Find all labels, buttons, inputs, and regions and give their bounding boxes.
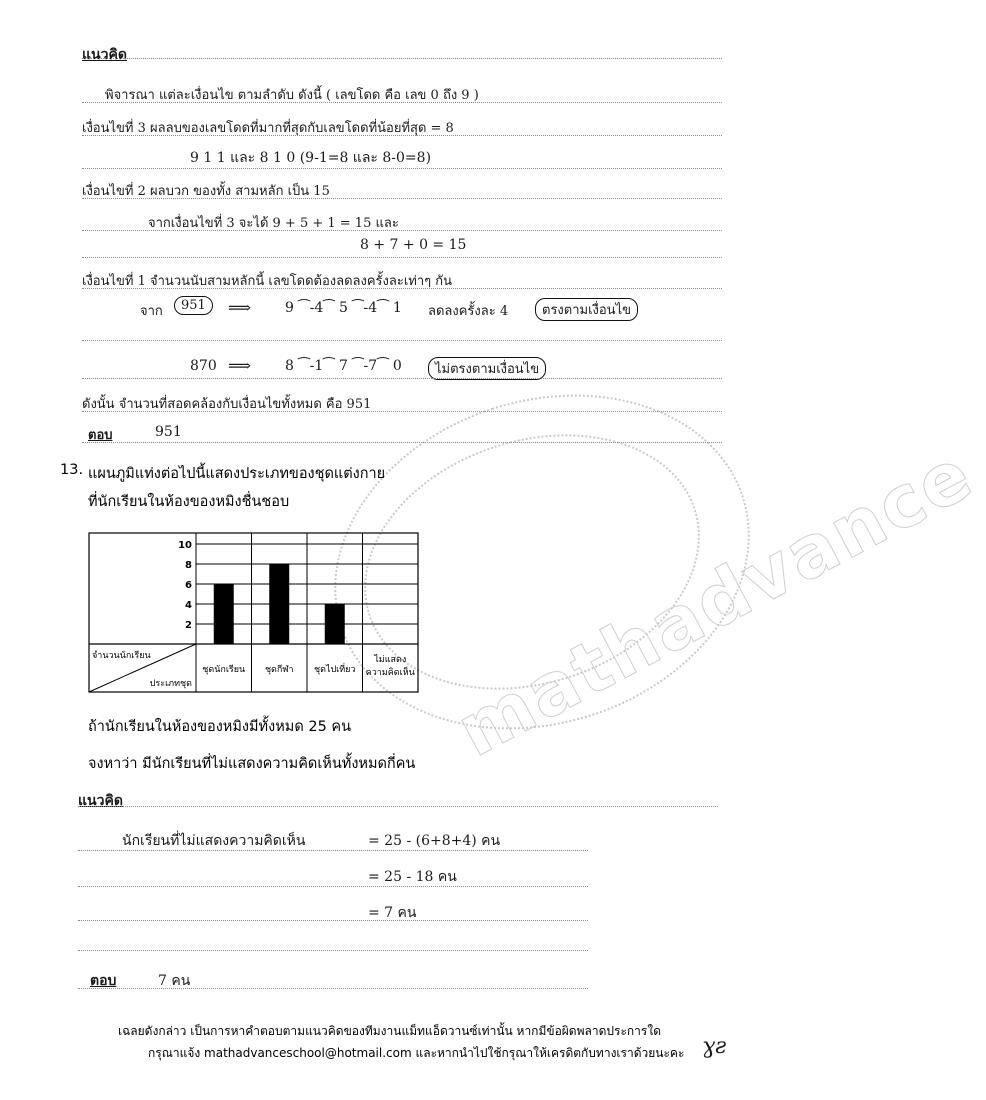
condition-3-example: 9 1 1 และ 8 1 0 (9-1=8 และ 8-0=8) [190, 150, 432, 166]
circled-number-951: 951 [174, 296, 213, 315]
condition-2: เงื่อนไขที่ 2 ผลบวก ของทั้ง สามหลัก เป็น 15 [82, 184, 330, 199]
signature-mark: ɣƨ [702, 1034, 727, 1059]
approach-heading: แนวคิด [82, 47, 127, 63]
answer-value: 951 [155, 424, 182, 440]
rule-line [78, 988, 588, 989]
rule-line [78, 920, 588, 921]
from-word: จาก [140, 304, 163, 319]
rule-line [82, 257, 722, 258]
y-tick-label: 6 [185, 580, 192, 591]
condition-2-b: 8 + 7 + 0 = 15 [360, 237, 467, 253]
bar [269, 564, 289, 644]
rule-line [82, 168, 722, 169]
corner-bottom-label: ประเภทชุด [149, 679, 192, 689]
rule-line [82, 58, 722, 59]
implies-arrow-icon: ⟹ [228, 298, 251, 317]
fails-condition-badge: ไม่ตรงตามเงื่อนไข [428, 357, 546, 380]
y-tick-label: 4 [185, 600, 192, 611]
condition-1: เงื่อนไขที่ 1 จำนวนนับสามหลักนี้ เลขโดดต้องลดลงครั้งละเท่าๆ กัน [82, 274, 453, 289]
y-tick-label: 8 [185, 560, 192, 571]
solution-line-1-value: = 25 - (6+8+4) คน [368, 833, 501, 849]
number-870: 870 [190, 358, 217, 374]
solution-line-2-value: = 25 - 18 คน [368, 869, 457, 885]
rule-line [78, 886, 588, 887]
watermark-logo-text: mathadvance [443, 431, 986, 773]
category-label: ชุดกีฬา [264, 665, 294, 675]
condition-3: เงื่อนไขที่ 3 ผลลบของเลขโดดที่มากที่สุดกับเลขโดดที่น้อยที่สุด = 8 [82, 121, 454, 136]
question-text-2: ที่นักเรียนในห้องของหมิงชื่นชอบ [88, 494, 290, 510]
category-label: ไม่แสดง [374, 655, 407, 665]
sequence-951: 9 ⁀-4⁀ 5 ⁀-4⁀ 1 [285, 300, 402, 316]
rule-line [82, 198, 722, 199]
rule-line [78, 806, 718, 807]
rule-line [82, 378, 722, 379]
rule-line [82, 102, 722, 103]
corner-top-label: จำนวนนักเรียน [92, 651, 151, 661]
rule-line [82, 340, 722, 341]
question-text-4: จงหาว่า มีนักเรียนที่ไม่แสดงความคิดเห็นทั้งหมดกี่คน [88, 756, 416, 772]
category-label: ความคิดเห็น [365, 668, 415, 678]
rule-line [82, 135, 722, 136]
y-tick-label: 2 [185, 620, 192, 631]
category-label: ชุดนักเรียน [202, 665, 246, 675]
sequence-951-note: ลดลงครั้งละ 4 [428, 304, 509, 319]
question-text-3: ถ้านักเรียนในห้องของหมิงมีทั้งหมด 25 คน [88, 719, 352, 735]
intro-line: พิจารณา แต่ละเงื่อนไข ตามลำดับ ดังนี้ ( เลขโดด คือ เลข 0 ถึง 9 ) [105, 88, 479, 103]
rule-line [82, 411, 722, 412]
question-number: 13. [60, 462, 84, 478]
conclusion-line: ดังนั้น จำนวนที่สอดคล้องกับเงื่อนไขทั้งหมด คือ 951 [82, 397, 372, 412]
solution-heading: แนวคิด [78, 793, 123, 809]
answer-label: ตอบ [88, 428, 113, 443]
rule-line [82, 230, 722, 231]
implies-arrow-icon: ⟹ [228, 356, 251, 375]
solution-line-1-label: นักเรียนที่ไม่แสดงความคิดเห็น [122, 833, 306, 849]
rule-line [78, 850, 588, 851]
category-label: ชุดไปเที่ยว [313, 665, 356, 675]
solution-answer-label: ตอบ [90, 973, 117, 989]
sequence-870: 8 ⁀-1⁀ 7 ⁀-7⁀ 0 [285, 358, 402, 374]
question-text-1: แผนภูมิแท่งต่อไปนี้แสดงประเภทของชุดแต่งกาย [88, 466, 386, 482]
solution-answer-value: 7 คน [158, 973, 191, 989]
bar [214, 584, 234, 644]
meets-condition-badge: ตรงตามเงื่อนไข [535, 298, 638, 321]
bar-chart [88, 532, 420, 694]
rule-line [82, 288, 722, 289]
rule-line [78, 950, 588, 951]
bar [325, 604, 345, 644]
footer-disclaimer: เฉลยดังกล่าว เป็นการหาคำตอบตามแนวคิดของทีมงานแม็ทแอ็ดวานซ์เท่านั้น หากมีข้อผิดพลาดประการใด [118, 1024, 661, 1038]
rule-line [82, 442, 722, 443]
y-tick-label: 10 [178, 540, 192, 551]
condition-2-a: จากเงื่อนไขที่ 3 จะได้ 9 + 5 + 1 = 15 และ [148, 216, 399, 231]
footer-contact: กรุณาแจ้ง mathadvanceschool@hotmail.com และหากนำไปใช้กรุณาให้เครดิตกับทางเราด้วยนะคะ [148, 1046, 685, 1060]
solution-line-3-value: = 7 คน [368, 905, 417, 921]
